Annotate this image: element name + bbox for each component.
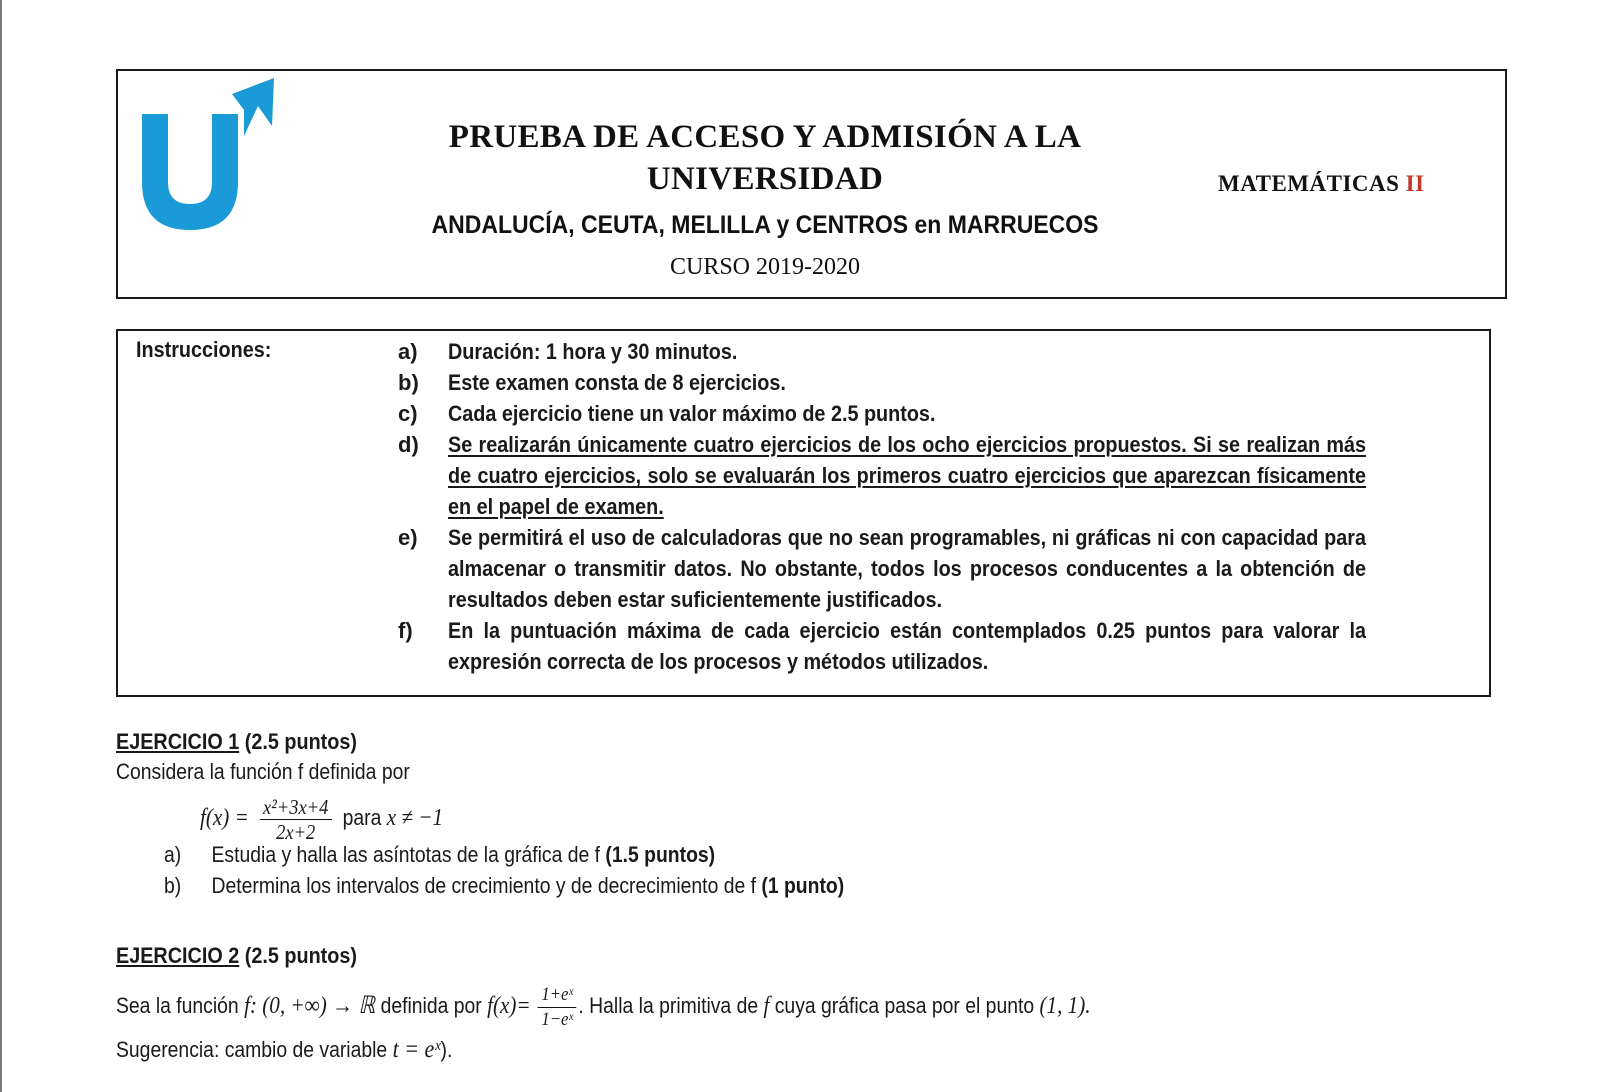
exam-title-line-2: UNIVERSIDAD [646,161,884,197]
part-points: (1.5 puntos) [605,842,716,867]
part-text: Estudia y halla las asíntotas de la gráfica de f [211,842,606,867]
exercise-2-fraction [538,983,577,1032]
instruction-text: Este examen consta de 8 ejercicios. [448,370,786,395]
part-letter: a) [164,842,182,867]
statement-suffix-b: cuya gráfica pasa por el punto [769,993,1040,1018]
instruction-letter: c) [398,401,418,426]
instruction-item [398,615,1468,677]
exam-region: ANDALUCÍA, CEUTA, MELILLA y CENTROS en MARRUECOS [431,211,1099,239]
instruction-text-underlined: Se realizarán únicamente cuatro ejercicios de los ocho ejercicios propuestos. Si se realizan más de cuatro ejercicios, solo se evaluarán los primeros cuatro ejercicios que aparezcan físicamente en el papel de examen. [448,432,1366,519]
exercise-1-intro: Considera la función f definida por [116,759,410,784]
instruction-item [398,336,1468,367]
exercise-1-part-b [164,872,844,900]
exam-title-line-1: PRUEBA DE ACCESO Y ADMISIÓN A LA [448,119,1082,155]
subject-level: II [1405,171,1425,196]
instructions-list [398,336,1468,677]
formula-numerator: x²+3x+4 [260,795,332,820]
exercise-2-numerator: 1+eˣ [538,983,577,1008]
page-left-edge [0,0,2,1092]
instruction-item [398,522,1468,615]
subject-title [1218,171,1425,197]
formula-lhs: f(x) = [200,805,249,831]
domain-expression: f: (0, +∞) → ℝ [244,993,376,1019]
exercise-2-title [116,942,357,970]
exercise-1-title [116,728,357,756]
hint-expression: t = eˣ [392,1036,441,1063]
instruction-text: Se permitirá el uso de calculadoras que no sean programables, ni gráficas ni con capacidad para almacenar o transmitir datos. No obstante, todos los procesos conducentes a la obtención de resultados deben estar suficientemente justificados. [448,525,1366,612]
instruction-letter: f) [398,618,413,643]
part-points: (1 punto) [761,873,845,898]
instruction-item [398,367,1468,398]
instruction-letter: d) [398,432,419,457]
hint-suffix: ). [440,1037,453,1062]
exam-course: CURSO 2019-2020 [669,254,861,280]
instruction-item [398,398,1468,429]
statement-defined-by: definida por [380,993,488,1018]
exercise-2-name: EJERCICIO 2 [116,943,240,968]
part-letter: b) [164,873,182,898]
instruction-item [398,429,1468,522]
instruction-text: Cada ejercicio tiene un valor máximo de 2.5 puntos. [448,401,936,426]
formula-condition-prefix: para [342,805,382,830]
university-logo-icon [140,78,280,233]
instruction-text: Duración: 1 hora y 30 minutos. [448,339,738,364]
exercise-1-name: EJERCICIO 1 [116,729,240,754]
formula-fraction [260,795,332,844]
exercise-2-denominator: 1−eˣ [541,1008,574,1030]
part-text: Determina los intervalos de crecimiento y de decrecimiento de f [211,873,762,898]
exam-title-block [380,116,1150,282]
subject-name: MATEMÁTICAS [1218,171,1400,196]
fx-label: f(x)= [487,993,531,1019]
formula-condition: x ≠ −1 [386,805,444,831]
exercise-2-hint [116,1036,452,1064]
statement-suffix-a: . Halla la primitiva de [578,993,764,1018]
instructions-label: Instrucciones: [136,337,272,362]
f-symbol: f [763,993,770,1019]
exercise-2-statement [116,978,1091,1042]
point-coordinates: (1, 1). [1039,993,1091,1019]
instruction-letter: b) [398,370,419,395]
formula-denominator: 2x+2 [276,819,316,844]
exercise-2-points: (2.5 puntos) [244,943,357,968]
instruction-text: En la puntuación máxima de cada ejercicio están contemplados 0.25 puntos para valorar la expresión correcta de los procesos y métodos utilizados. [448,618,1366,674]
exercise-1-part-a [164,841,715,869]
statement-prefix: Sea la función [116,993,245,1018]
exercise-1-points: (2.5 puntos) [244,729,357,754]
instruction-letter: a) [398,339,418,364]
hint-prefix: Sugerencia: cambio de variable [116,1037,393,1062]
instruction-letter: e) [398,525,418,550]
